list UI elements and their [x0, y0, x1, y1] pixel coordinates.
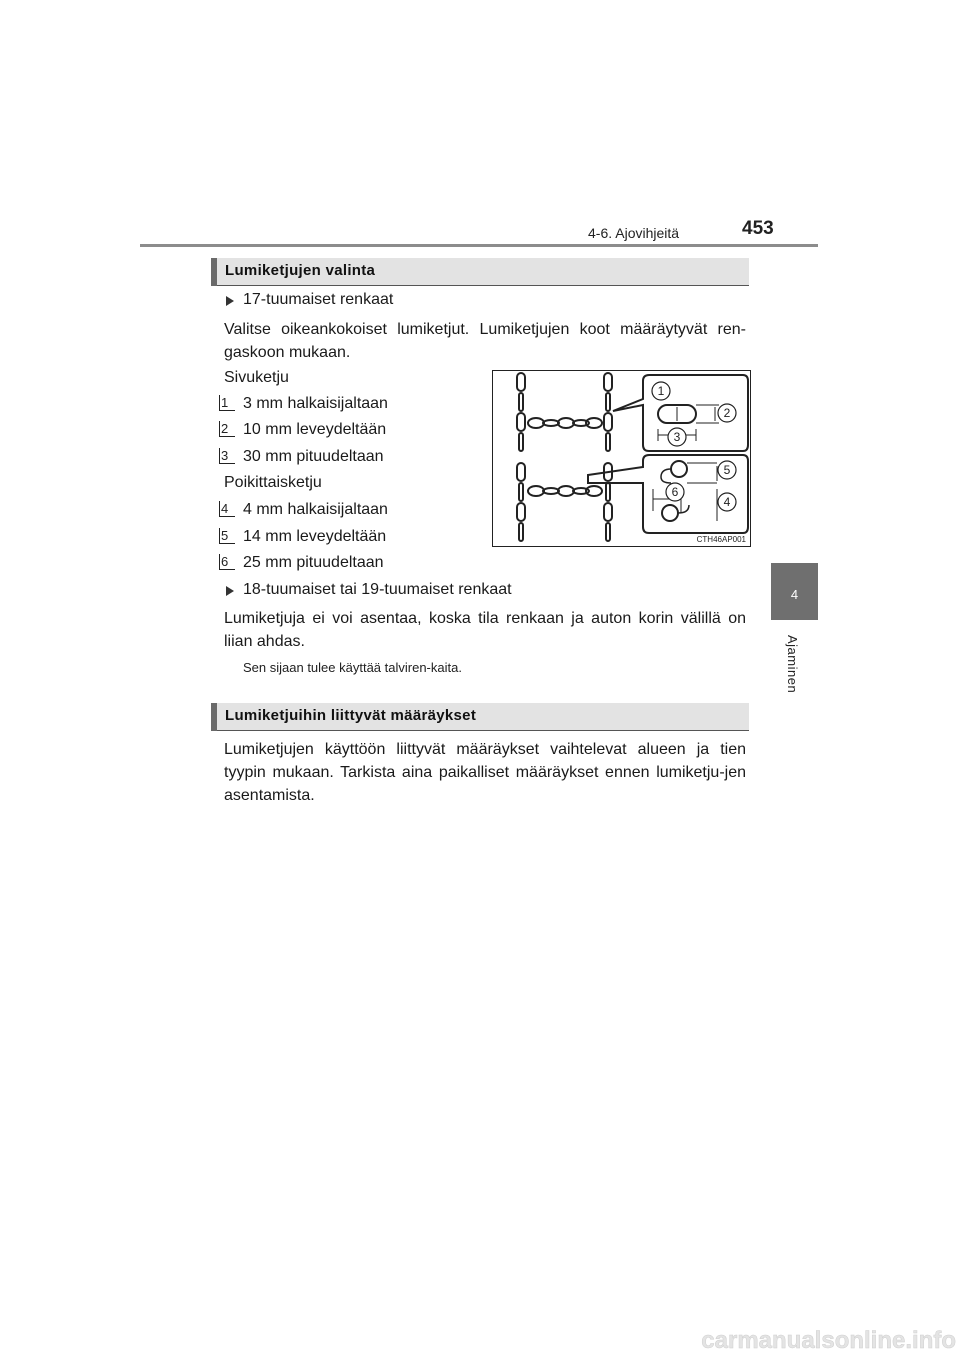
triangle-bullet-icon: [226, 586, 234, 596]
section-title: Lumiketjujen valinta: [225, 262, 376, 279]
header-rule: [140, 244, 818, 247]
callout-number-4: 4: [219, 501, 235, 517]
figure-callout-5: 5: [723, 463, 731, 477]
paragraph-regulations: Lumiketjujen käyttöön liittyvät määräykset vaihtelevat alueen ja tien tyypin mukaan. Tarkista aina paikalliset määräykset ennen lumiketju-jen asentamista.: [224, 741, 746, 804]
callout-number-6: 6: [219, 554, 235, 570]
bullet-17-inch: 17-tuumaiset renkaat: [243, 291, 394, 308]
section-title: Lumiketjuihin liittyvät määräykset: [225, 707, 477, 724]
figure-callout-4: 4: [723, 495, 731, 509]
chapter-tab-number: 4: [790, 587, 799, 602]
callout-number-1: 1: [219, 395, 235, 411]
chapter-tab: [771, 563, 818, 620]
cross-chain-label: Poikittaisketju: [224, 474, 322, 491]
spec-item-2: 10 mm leveydeltään: [243, 421, 387, 438]
section-heading-chain-selection: [211, 258, 749, 286]
section-heading-chain-regulations: [211, 703, 749, 731]
chapter-label: Ajaminen: [785, 635, 800, 694]
spec-item-1: 3 mm halkaisijaltaan: [243, 395, 388, 412]
spec-item-6: 25 mm pituudeltaan: [243, 554, 384, 571]
snow-chain-illustration: [493, 371, 750, 546]
figure-callout-6: 6: [671, 485, 679, 499]
callout-number-2: 2: [219, 421, 235, 437]
side-chain-label: Sivuketju: [224, 369, 289, 386]
page-number: 453: [742, 218, 774, 239]
figure-callout-3: 3: [673, 430, 681, 444]
section-header: 4-6. Ajovihjeitä: [588, 225, 680, 241]
figure-code: CTH46AP001: [696, 535, 746, 544]
figure-callout-1: 1: [657, 384, 665, 398]
paragraph-chain-size: Valitse oikeankokoiset lumiketjut. Lumiketjujen koot määräytyvät ren-gaskoon mukaan.: [224, 321, 746, 361]
heading-bar: [211, 703, 217, 731]
watermark-logo: [640, 1318, 960, 1358]
paragraph-no-chains: Lumiketjuja ei voi asentaa, koska tila renkaan ja auton korin välillä on liian ahdas.: [224, 610, 746, 650]
note-winter-tyres: Sen sijaan tulee käyttää talviren-kaita.: [243, 660, 462, 675]
heading-bar: [211, 258, 217, 286]
watermark-text: carmanualsonline.info: [701, 1327, 956, 1354]
figure-callout-2: 2: [723, 406, 731, 420]
spec-item-5: 14 mm leveydeltään: [243, 528, 387, 545]
snow-chain-figure: [492, 370, 751, 547]
callout-number-3: 3: [219, 448, 235, 464]
spec-item-3: 30 mm pituudeltaan: [243, 448, 384, 465]
spec-item-4: 4 mm halkaisijaltaan: [243, 501, 388, 518]
bullet-18-19-inch: 18-tuumaiset tai 19-tuumaiset renkaat: [243, 581, 512, 598]
callout-number-5: 5: [219, 528, 235, 544]
triangle-bullet-icon: [226, 296, 234, 306]
